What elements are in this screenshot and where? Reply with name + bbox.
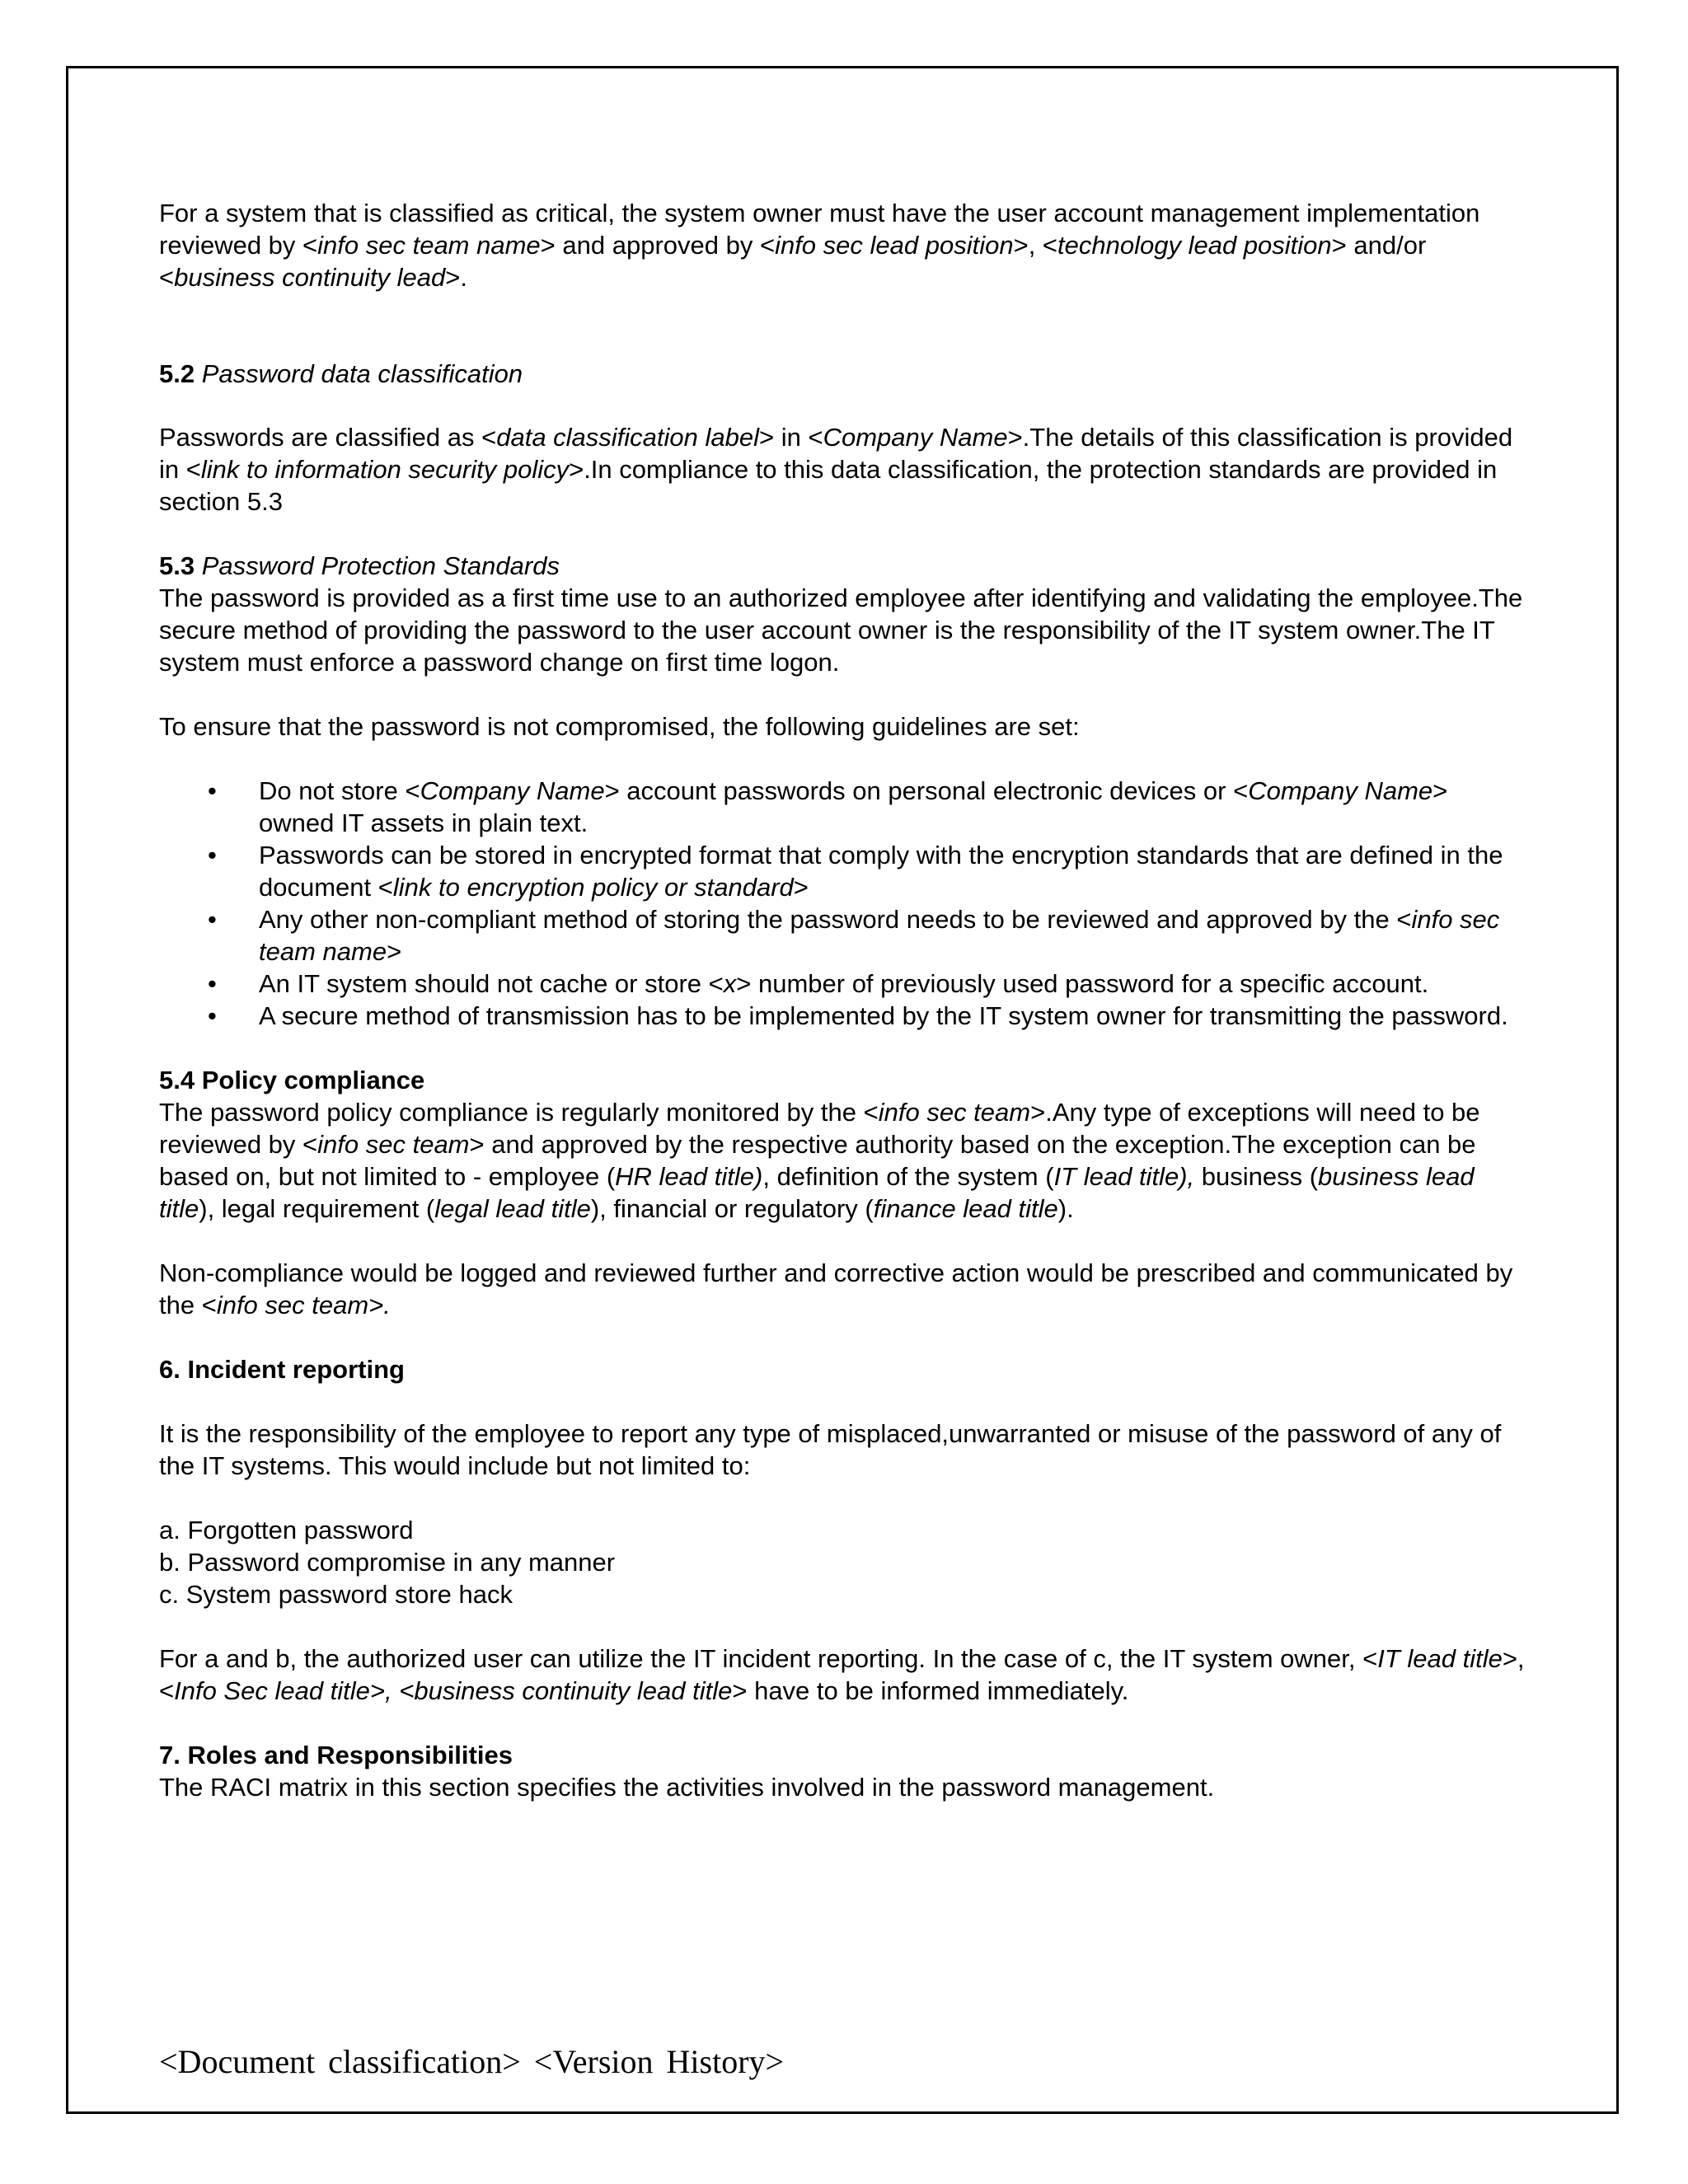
section-5-3-heading: 5.3 Password Protection Standards xyxy=(159,551,560,580)
section-5-4-paragraph: The password policy compliance is regularly monitored by the <info sec team>.Any type of exceptions will need to be reviewed by <info sec team> and approved by the respective authority based on the exception.The exception can be based on, but not limited to - employee (HR lead title), definition of the system (IT lead title), business (business lead title), legal requirement (legal lead title), financial or regulatory (finance lead title). xyxy=(159,1098,1480,1223)
section-5-4-heading: 5.4 Policy compliance xyxy=(159,1066,425,1094)
list-item: • An IT system should not cache or store <x> number of previously used password for a specific account. xyxy=(208,969,1429,998)
non-compliance-paragraph: Non-compliance would be logged and reviewed further and corrective action would be prescribed and communicated by the <info sec team>. xyxy=(159,1258,1513,1319)
bullet-icon: • xyxy=(208,1001,217,1030)
page-footer: <Document classification> <Version History> xyxy=(159,2043,785,2080)
section-7-paragraph: The RACI matrix in this section specifies the activities involved in the password management. xyxy=(159,1773,1215,1802)
document-body xyxy=(159,197,1527,1803)
list-item: • A secure method of transmission has to be implemented by the IT system owner for transmitting the password. xyxy=(208,1001,1508,1030)
section-6-paragraph: It is the responsibility of the employee to report any type of misplaced,unwarranted or misuse of the password of any of the IT systems. This would include but not limited to: xyxy=(159,1419,1502,1480)
incident-item-a: a. Forgotten password xyxy=(159,1516,414,1544)
section-5-2-heading: 5.2 Password data classification xyxy=(159,359,523,388)
bullet-icon: • xyxy=(208,905,217,934)
intro-paragraph: For a system that is classified as critical, the system owner must have the user account management implementation reviewed by <info sec team name> and approved by <info sec lead position>, <technology lead position> and/or <business continuity lead>. xyxy=(159,199,1480,292)
bullet-icon: • xyxy=(208,841,217,869)
incident-item-b: b. Password compromise in any manner xyxy=(159,1548,616,1577)
bullet-icon: • xyxy=(208,969,217,998)
guidelines-list xyxy=(159,775,1527,1032)
list-item: • Do not store <Company Name> account passwords on personal electronic devices or <Company Name> owned IT assets in plain text. xyxy=(208,776,1448,837)
section-5-3-paragraph: The password is provided as a first time use to an authorized employee after identifying and validating the employee.The secure method of providing the password to the user account owner is the responsibility of the IT system owner.The IT system must enforce a password change on first time logon. xyxy=(159,583,1523,677)
bullet-icon: • xyxy=(208,776,217,805)
list-item: • Any other non-compliant method of storing the password needs to be reviewed and approved by the <info sec team name> xyxy=(208,905,1500,966)
list-item: • Passwords can be stored in encrypted format that comply with the encryption standards that are defined in the document <link to encryption policy or standard> xyxy=(208,841,1503,902)
guidelines-lead: To ensure that the password is not compromised, the following guidelines are set: xyxy=(159,712,1080,741)
section-7-heading: 7. Roles and Responsibilities xyxy=(159,1741,513,1769)
incident-item-c: c. System password store hack xyxy=(159,1580,513,1609)
incident-escalation-paragraph: For a and b, the authorized user can utilize the IT incident reporting. In the case of c, the IT system owner, <IT lead title>, <Info Sec lead title>, <business continuity lead title> have to be informed immediately. xyxy=(159,1644,1525,1705)
section-6-heading: 6. Incident reporting xyxy=(159,1355,405,1384)
section-5-2-paragraph: Passwords are classified as <data classification label> in <Company Name>.The details of this classification is provided in <link to information security policy>.In compliance to this data classification, the protection standards are provided in section 5.3 xyxy=(159,423,1513,516)
